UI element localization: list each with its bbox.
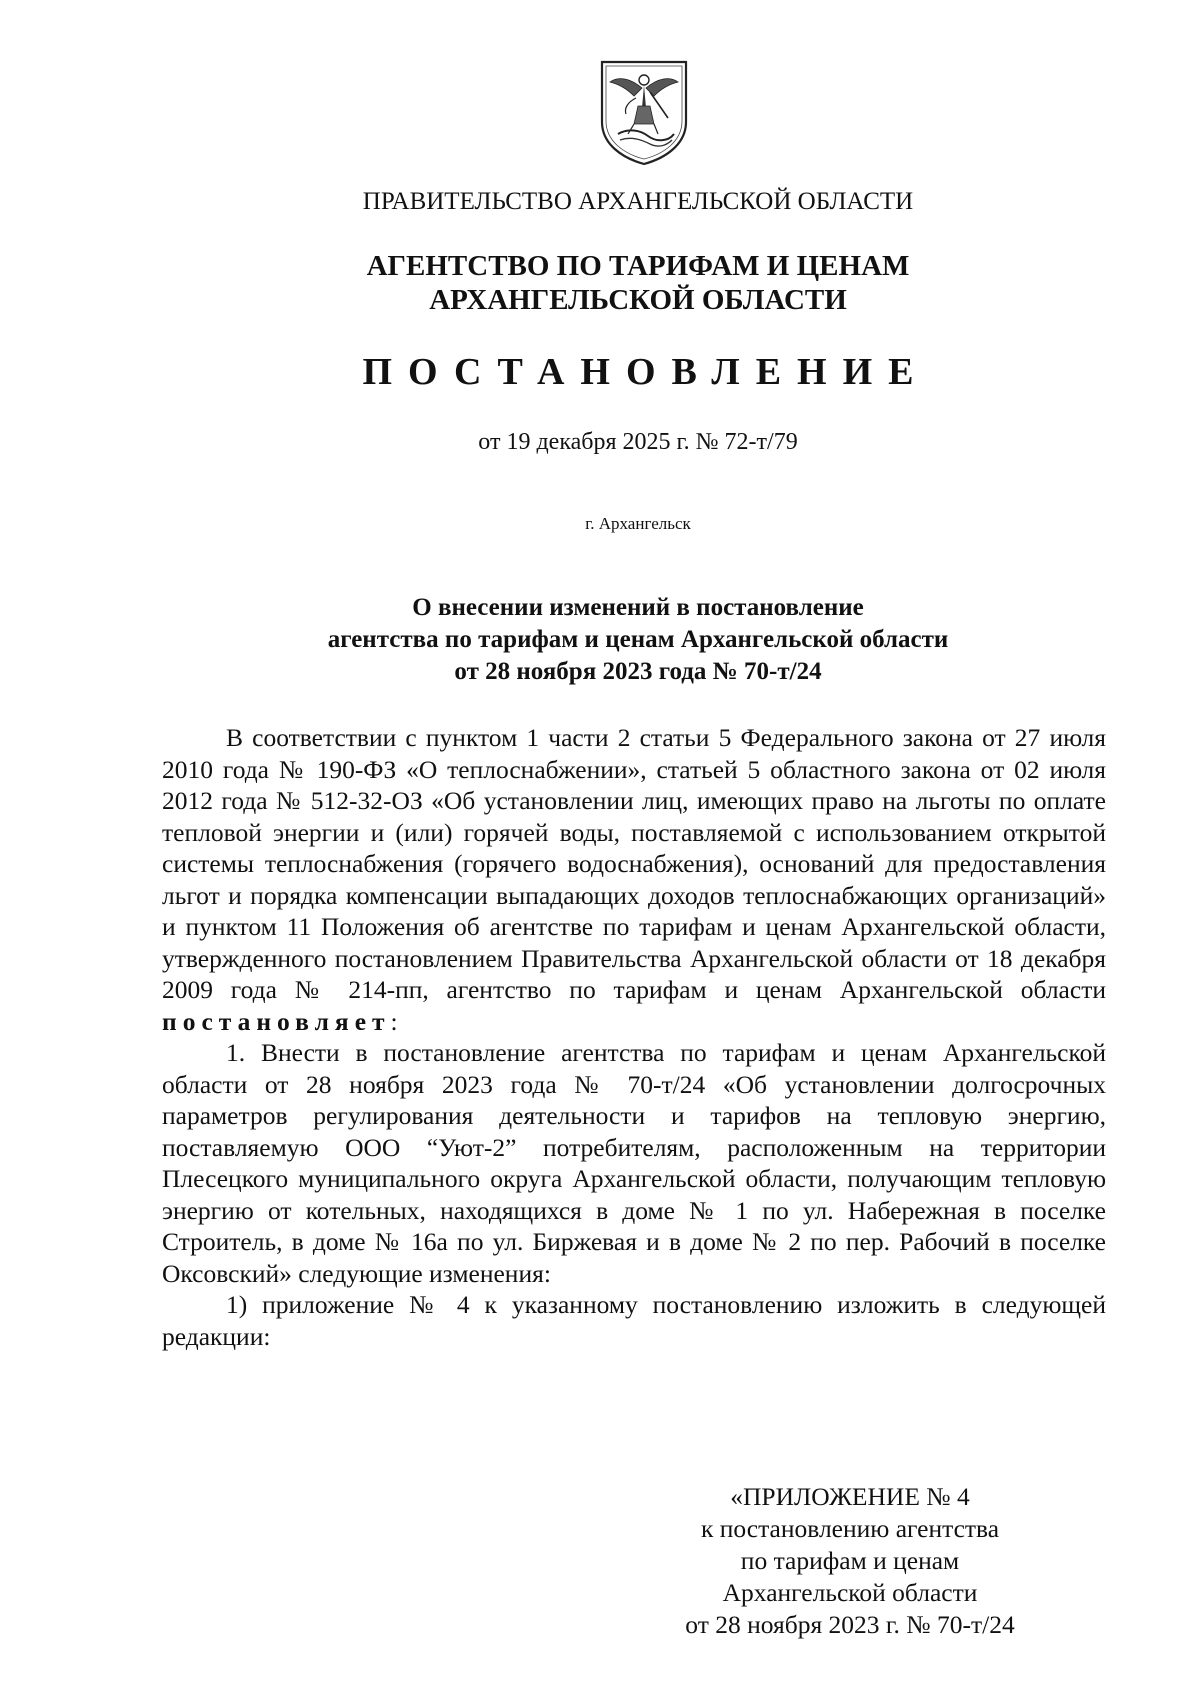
- appendix-line2: к постановлению агентства: [700, 1514, 1000, 1543]
- body-paragraph-preamble: [162, 722, 1106, 1037]
- appendix-header: [640, 1481, 1060, 1641]
- subject-line2: агентства по тарифам и ценам Архангельской области: [327, 626, 949, 653]
- document-type-title: ПОСТАНОВЛЕНИЕ: [362, 351, 930, 393]
- body-paragraph-subitem1: 1) приложение № 4 к указанному постановлению изложить в следующей редакции:: [162, 1290, 1106, 1351]
- document-city: г. Архангельск: [585, 514, 691, 533]
- resolves-word: постановляет: [162, 1006, 391, 1036]
- subject-line3: от 28 ноября 2023 года № 70-т/24: [454, 658, 822, 685]
- government-name: ПРАВИТЕЛЬСТВО АРХАНГЕЛЬСКОЙ ОБЛАСТИ: [362, 188, 914, 215]
- resolves-colon: :: [390, 1006, 398, 1036]
- body-paragraph-item1: 1. Внести в постановление агентства по тарифам и ценам Архангельской области от 28 ноября 2023 года № 70-т/24 «Об установлении долгосрочных параметров регулирования деятельности и тарифов на тепловую энергию, поставляемую ООО “Уют-2” потребителям, расположенным на территории Плесецкого муниципального округа Архангельской области, получающим тепловую энергию от котельных, находящихся в доме № 1 по ул. Набережная в поселке Строитель, в доме № 16а по ул. Биржевая и в доме № 2 по пер. Рабочий в поселке Оксовский» следующие изменения:: [162, 1038, 1106, 1288]
- appendix-line4: Архангельской области: [722, 1578, 978, 1607]
- agency-name-line1: АГЕНТСТВО ПО ТАРИФАМ И ЦЕНАМ: [366, 250, 910, 282]
- subject-line1: О внесении изменений в постановление: [412, 594, 864, 621]
- appendix-line3: по тарифам и ценам: [740, 1546, 960, 1575]
- document-date-number: от 19 декабря 2025 г. № 72-т/79: [478, 429, 798, 455]
- preamble-text: В соответствии с пунктом 1 части 2 статьи 5 Федерального закона от 27 июля 2010 года № 190-ФЗ «О теплоснабжении», статьей 5 областного закона от 02 июля 2012 года № 512-32-ОЗ «Об установлении лиц, имеющих право на льготы по оплате тепловой энергии и (или) горячей воды, поставляемой с использованием открытой системы теплоснабжения (горячего водоснабжения), оснований для предоставления льгот и порядка компенсации выпадающих доходов теплоснабжающих организаций» и пунктом 11 Положения об агентстве по тарифам и ценам Архангельской области, утвержденного постановлением Правительства Архангельской области от 18 декабря 2009 года № 214-пп, агентство по тарифам и ценам Архангельской области: [162, 723, 1106, 1004]
- appendix-line1: «ПРИЛОЖЕНИЕ № 4: [730, 1482, 970, 1511]
- document-subject: [38, 592, 1200, 688]
- coat-of-arms-icon: [598, 58, 690, 166]
- document-body: [162, 722, 1106, 1352]
- agency-name: [38, 249, 1200, 317]
- agency-name-line2: АРХАНГЕЛЬСКОЙ ОБЛАСТИ: [429, 284, 847, 316]
- appendix-line5: от 28 ноября 2023 г. № 70-т/24: [685, 1610, 1015, 1639]
